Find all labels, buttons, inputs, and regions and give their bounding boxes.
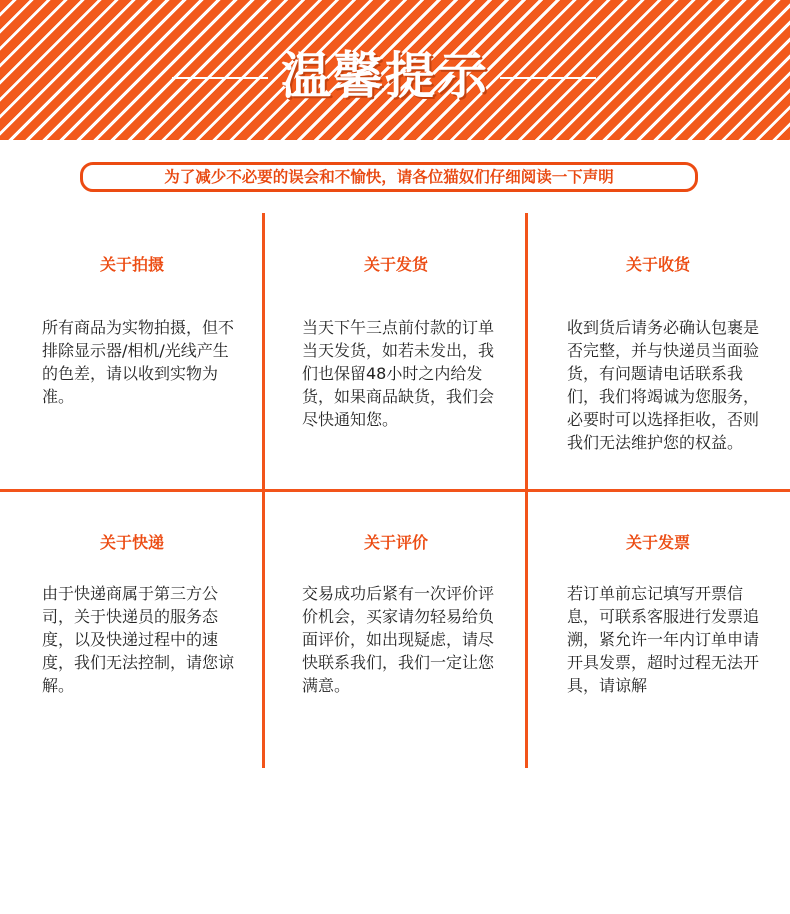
cell-title: 关于快递 xyxy=(99,533,164,552)
cell-body: 当天下午三点前付款的订单当天发货，如若未发出，我们也保留48小时之内给发货，如果商品缺货，我们会尽快通知您。 xyxy=(302,318,495,429)
title-divider-right xyxy=(500,77,596,79)
page-title: 温馨提示 xyxy=(281,47,489,105)
cell-body: 所有商品为实物拍摄，但不排除显示器/相机/光线产生的色差，请以收到实物为准。 xyxy=(42,318,235,406)
cell-title: 关于收货 xyxy=(625,255,690,274)
cell-title: 关于拍摄 xyxy=(99,255,164,274)
cell-body: 收到货后请务必确认包裹是否完整，并与快递员当面验货，有问题请电话联系我们，我们将竭诚为您服务，必要时可以选择拒收，否则我们无法维护您的权益。 xyxy=(567,318,760,452)
cell-body: 若订单前忘记填写开票信息，可联系客服进行发票追溯，紧允许一年内订单申请开具发票，超时过程无法开具，请谅解 xyxy=(567,584,760,695)
cell-title: 关于发货 xyxy=(363,255,428,274)
title-divider-left xyxy=(172,77,268,79)
cell-title: 关于发票 xyxy=(625,533,690,552)
grid-divider-horizontal xyxy=(0,489,790,492)
cell-title: 关于评价 xyxy=(363,533,428,552)
header-banner xyxy=(0,0,790,140)
cell-body: 由于快递商属于第三方公司，关于快递员的服务态度，以及快递过程中的速度，我们无法控制，请您谅解。 xyxy=(42,584,235,695)
cell-body: 交易成功后紧有一次评价评价机会，买家请勿轻易给负面评价，如出现疑虑，请尽快联系我们，我们一定让您满意。 xyxy=(302,584,495,695)
notice-banner: 为了减少不必要的误会和不愉快，请各位猫奴们仔细阅读一下声明 xyxy=(80,162,698,192)
